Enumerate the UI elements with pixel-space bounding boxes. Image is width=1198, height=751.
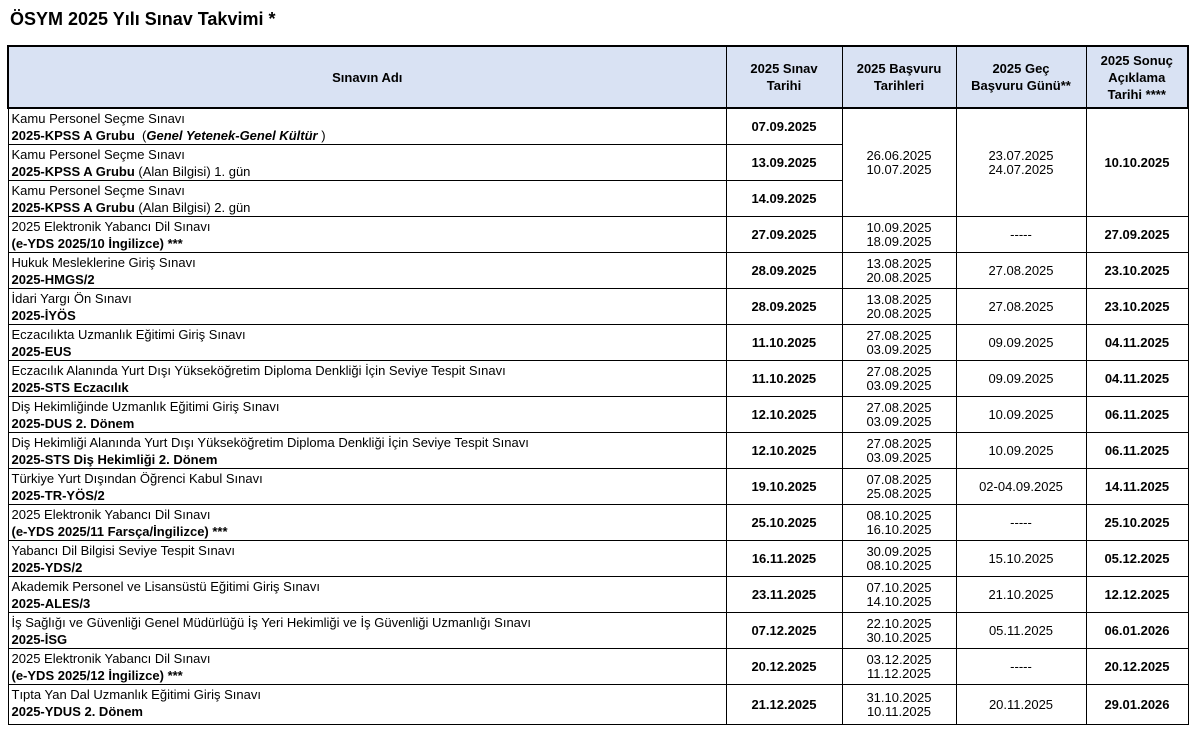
exam-code: 2025-STS Eczacılık: [11, 380, 129, 395]
result-date: 23.10.2025: [1086, 289, 1188, 325]
exam-code: 2025-KPSS A Grubu: [11, 164, 135, 179]
exam-full-name: Diş Hekimliği Alanında Yurt Dışı Yükseköğretim Diploma Denkliği İçin Seviye Tespit Sınavı: [11, 435, 529, 450]
exam-name-cell: [8, 685, 726, 725]
table-row: [8, 397, 1188, 433]
table-row: [8, 433, 1188, 469]
application-dates: 08.10.2025 16.10.2025: [842, 505, 956, 541]
exam-date: 20.12.2025: [726, 649, 842, 685]
exam-session: Genel Yetenek-Genel Kültür: [146, 128, 318, 143]
exam-code: 2025-STS Diş Hekimliği 2. Dönem: [11, 452, 218, 467]
header-exam-name: Sınavın Adı: [8, 46, 726, 108]
application-dates: 13.08.2025 20.08.2025: [842, 289, 956, 325]
application-dates: 27.08.2025 03.09.2025: [842, 325, 956, 361]
exam-full-name: Yabancı Dil Bilgisi Seviye Tespit Sınavı: [11, 543, 236, 558]
exam-name-cell: [8, 397, 726, 433]
result-date: 06.11.2025: [1086, 397, 1188, 433]
exam-name-cell: [8, 253, 726, 289]
exam-code: (e-YDS 2025/11 Farsça/İngilizce) ***: [11, 524, 228, 539]
late-application-date: 05.11.2025: [956, 613, 1086, 649]
exam-code: 2025-HMGS/2: [11, 272, 95, 287]
exam-name-cell: [8, 217, 726, 253]
table-row: [8, 361, 1188, 397]
late-application-date: 09.09.2025: [956, 361, 1086, 397]
table-row: [8, 685, 1188, 725]
table-row: [8, 577, 1188, 613]
application-dates: 30.09.2025 08.10.2025: [842, 541, 956, 577]
late-application-date: 02-04.09.2025: [956, 469, 1086, 505]
exam-code: 2025-TR-YÖS/2: [11, 488, 105, 503]
exam-code: 2025-YDUS 2. Dönem: [11, 704, 143, 719]
exam-code: 2025-YDS/2: [11, 560, 83, 575]
application-dates: 27.08.2025 03.09.2025: [842, 433, 956, 469]
late-application-date: 27.08.2025: [956, 253, 1086, 289]
result-date: 10.10.2025: [1086, 108, 1188, 217]
exam-name-cell: [8, 613, 726, 649]
table-row: [8, 325, 1188, 361]
result-date: 23.10.2025: [1086, 253, 1188, 289]
application-dates: 10.09.2025 18.09.2025: [842, 217, 956, 253]
header-late-application: 2025 Geç Başvuru Günü**: [956, 46, 1086, 108]
table-row: [8, 541, 1188, 577]
table-row: [8, 108, 1188, 145]
exam-date: 25.10.2025: [726, 505, 842, 541]
header-application-dates: 2025 Başvuru Tarihleri: [842, 46, 956, 108]
exam-full-name: 2025 Elektronik Yabancı Dil Sınavı: [11, 219, 211, 234]
table-row: [8, 289, 1188, 325]
exam-date: 27.09.2025: [726, 217, 842, 253]
table-row: [8, 217, 1188, 253]
exam-full-name: Eczacılık Alanında Yurt Dışı Yükseköğretim Diploma Denkliği İçin Seviye Tespit Sınavı: [11, 363, 506, 378]
exam-full-name: Eczacılıkta Uzmanlık Eğitimi Giriş Sınavı: [11, 327, 246, 342]
late-application-date: -----: [956, 217, 1086, 253]
exam-full-name: Akademik Personel ve Lisansüstü Eğitimi Giriş Sınavı: [11, 579, 321, 594]
exam-full-name: Türkiye Yurt Dışından Öğrenci Kabul Sınavı: [11, 471, 263, 486]
exam-date: 13.09.2025: [726, 145, 842, 181]
exam-name-cell: [8, 505, 726, 541]
exam-code: 2025-KPSS A Grubu: [11, 200, 135, 215]
late-application-date: 23.07.2025 24.07.2025: [956, 108, 1086, 217]
application-dates: 22.10.2025 30.10.2025: [842, 613, 956, 649]
late-application-date: -----: [956, 649, 1086, 685]
application-dates: 27.08.2025 03.09.2025: [842, 361, 956, 397]
result-date: 20.12.2025: [1086, 649, 1188, 685]
exam-date: 28.09.2025: [726, 289, 842, 325]
table-row: [8, 505, 1188, 541]
table-row: [8, 649, 1188, 685]
result-date: 04.11.2025: [1086, 325, 1188, 361]
exam-date: 14.09.2025: [726, 181, 842, 217]
exam-code: 2025-ALES/3: [11, 596, 91, 611]
exam-full-name: Kamu Personel Seçme Sınavı: [11, 111, 185, 126]
exam-code: 2025-İSG: [11, 632, 68, 647]
late-application-date: 15.10.2025: [956, 541, 1086, 577]
exam-calendar-table: [7, 45, 1189, 725]
application-dates: 27.08.2025 03.09.2025: [842, 397, 956, 433]
application-dates: 07.10.2025 14.10.2025: [842, 577, 956, 613]
exam-full-name: 2025 Elektronik Yabancı Dil Sınavı: [11, 651, 211, 666]
exam-code: 2025-KPSS A Grubu: [11, 128, 135, 143]
exam-name-cell: [8, 541, 726, 577]
result-date: 06.01.2026: [1086, 613, 1188, 649]
exam-name-cell: [8, 361, 726, 397]
exam-code: (e-YDS 2025/12 İngilizce) ***: [11, 668, 183, 683]
late-application-date: 27.08.2025: [956, 289, 1086, 325]
table-row: [8, 469, 1188, 505]
application-dates: 13.08.2025 20.08.2025: [842, 253, 956, 289]
exam-date: 12.10.2025: [726, 397, 842, 433]
exam-name-cell: Kamu Personel Seçme Sınavı 2025-KPSS A Grubu (Alan Bilgisi) 1. gün: [8, 145, 726, 181]
result-date: 27.09.2025: [1086, 217, 1188, 253]
exam-date: 11.10.2025: [726, 325, 842, 361]
table-row: [8, 253, 1188, 289]
exam-code: 2025-EUS: [11, 344, 72, 359]
exam-full-name: İdari Yargı Ön Sınavı: [11, 291, 132, 306]
exam-full-name: 2025 Elektronik Yabancı Dil Sınavı: [11, 507, 211, 522]
exam-full-name: İş Sağlığı ve Güvenliği Genel Müdürlüğü İş Yeri Hekimliği ve İş Güvenliği Uzmanlığı Sınavı: [11, 615, 532, 630]
exam-name-cell: [8, 433, 726, 469]
exam-code: 2025-DUS 2. Dönem: [11, 416, 135, 431]
late-application-date: 10.09.2025: [956, 433, 1086, 469]
exam-date: 28.09.2025: [726, 253, 842, 289]
result-date: 12.12.2025: [1086, 577, 1188, 613]
result-date: 29.01.2026: [1086, 685, 1188, 725]
late-application-date: 10.09.2025: [956, 397, 1086, 433]
exam-full-name: Hukuk Mesleklerine Giriş Sınavı: [11, 255, 196, 270]
exam-name-cell: Kamu Personel Seçme Sınavı 2025-KPSS A Grubu (Alan Bilgisi) 2. gün: [8, 181, 726, 217]
table-row: [8, 613, 1188, 649]
application-dates: 03.12.2025 11.12.2025: [842, 649, 956, 685]
application-dates: 07.08.2025 25.08.2025: [842, 469, 956, 505]
exam-date: 11.10.2025: [726, 361, 842, 397]
result-date: 05.12.2025: [1086, 541, 1188, 577]
exam-name-cell: [8, 577, 726, 613]
exam-full-name: Kamu Personel Seçme Sınavı: [11, 147, 185, 162]
exam-code: (e-YDS 2025/10 İngilizce) ***: [11, 236, 183, 251]
late-application-date: -----: [956, 505, 1086, 541]
page-title: ÖSYM 2025 Yılı Sınav Takvimi *: [10, 9, 276, 29]
application-dates: 26.06.2025 10.07.2025: [842, 108, 956, 217]
exam-name-cell: [8, 289, 726, 325]
exam-date: 07.09.2025: [726, 108, 842, 145]
exam-date: 12.10.2025: [726, 433, 842, 469]
result-date: 25.10.2025: [1086, 505, 1188, 541]
exam-date: 16.11.2025: [726, 541, 842, 577]
header-result-date: 2025 Sonuç Açıklama Tarihi ****: [1086, 46, 1188, 108]
late-application-date: 20.11.2025: [956, 685, 1086, 725]
application-dates: 31.10.2025 10.11.2025: [842, 685, 956, 725]
exam-name-cell: [8, 469, 726, 505]
exam-date: 07.12.2025: [726, 613, 842, 649]
exam-full-name: Kamu Personel Seçme Sınavı: [11, 183, 185, 198]
result-date: 06.11.2025: [1086, 433, 1188, 469]
result-date: 14.11.2025: [1086, 469, 1188, 505]
table-header-row: [8, 46, 1188, 108]
exam-code: 2025-İYÖS: [11, 308, 76, 323]
exam-full-name: Diş Hekimliğinde Uzmanlık Eğitimi Giriş Sınavı: [11, 399, 280, 414]
late-application-date: 09.09.2025: [956, 325, 1086, 361]
exam-date: 19.10.2025: [726, 469, 842, 505]
exam-name-cell: [8, 325, 726, 361]
exam-full-name: Tıpta Yan Dal Uzmanlık Eğitimi Giriş Sınavı: [11, 687, 261, 702]
exam-date: 21.12.2025: [726, 685, 842, 725]
result-date: 04.11.2025: [1086, 361, 1188, 397]
exam-name-cell: [8, 649, 726, 685]
header-exam-date: 2025 Sınav Tarihi: [726, 46, 842, 108]
late-application-date: 21.10.2025: [956, 577, 1086, 613]
exam-date: 23.11.2025: [726, 577, 842, 613]
exam-name-cell: Kamu Personel Seçme Sınavı 2025-KPSS A Grubu (Genel Yetenek-Genel Kültür ): [8, 108, 726, 145]
